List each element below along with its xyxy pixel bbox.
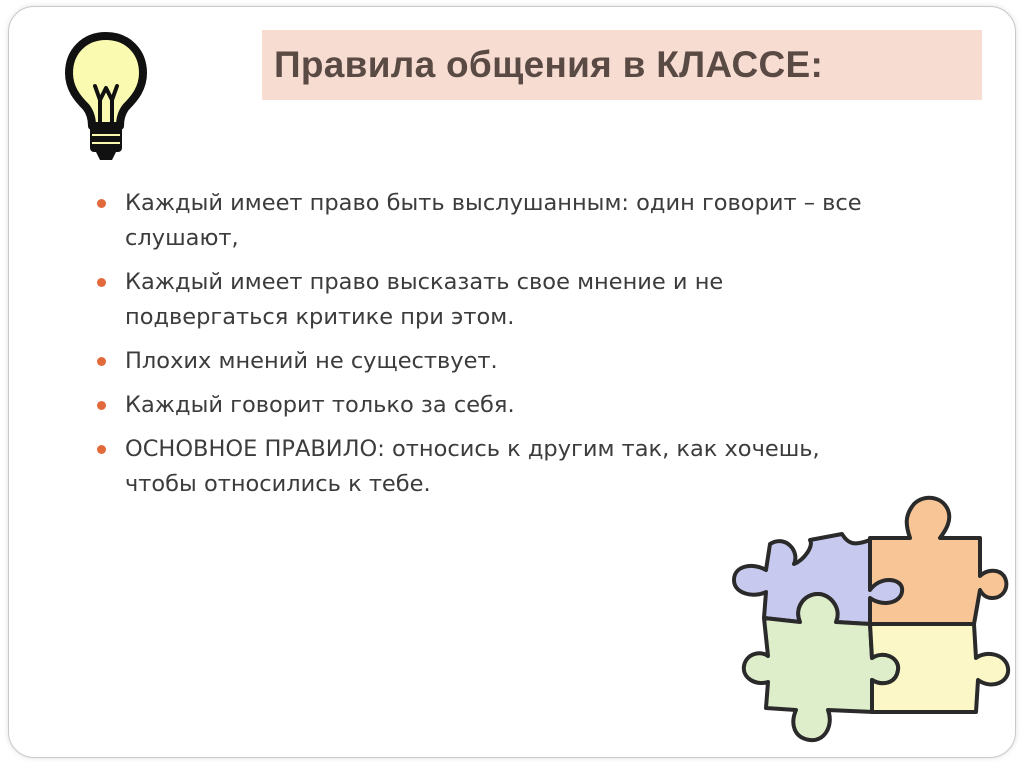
- title-bar: [262, 30, 982, 100]
- rule-text: ОСНОВНОЕ ПРАВИЛО: относись к другим так, как хочешь, чтобы относились к тебе.: [125, 436, 820, 497]
- rule-text: Каждый имеет право быть выслушанным: один говорит – все слушают,: [125, 190, 862, 251]
- rules-list: [92, 186, 892, 511]
- list-item: [92, 388, 892, 423]
- lightbulb-icon: [62, 30, 150, 166]
- puzzle-piece-orange: [870, 498, 1006, 624]
- rule-text: Каждый говорит только за себя.: [125, 392, 515, 418]
- page-title: Правила общения в КЛАССЕ:: [274, 44, 824, 85]
- puzzle-icon: [724, 490, 1024, 752]
- bullet-icon: [97, 278, 106, 287]
- bullet-icon: [97, 401, 106, 410]
- bullet-icon: [97, 199, 106, 208]
- bullet-icon: [97, 445, 106, 454]
- rule-text: Плохих мнений не существует.: [125, 348, 498, 374]
- list-item: [92, 344, 892, 379]
- list-item: [92, 265, 892, 335]
- bullet-icon: [97, 357, 106, 366]
- list-item: [92, 186, 892, 256]
- rule-text: Каждый имеет право высказать свое мнение и не подвергаться критике при этом.: [125, 269, 724, 330]
